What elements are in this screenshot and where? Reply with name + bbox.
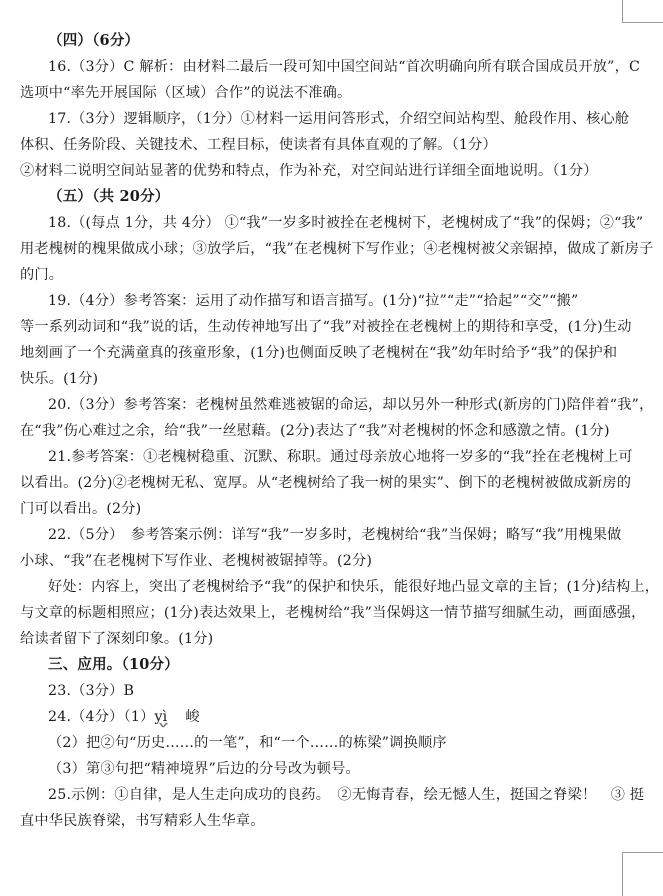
answer-20: 20.（3分）参考答案：老槐树虽然难逃被锯的命运，却以另外一种形式(新房的门)陪伴着“我”， — [48, 397, 654, 413]
answer-18-cont: 用老槐树的槐果做成小球；③放学后，“我”在老槐树下写作业；④老槐树被父亲锯掉，做成了新房子 — [20, 241, 654, 257]
answer-16-cont: 选项中“率先开展国际（区域）合作”的说法不准确。 — [20, 85, 352, 101]
answer-22-cont: 小球、“我”在老槐树下写作业、老槐树被锯掉等。(2分) — [20, 553, 373, 569]
answer-21-cont: 以看出。(2分)②老槐树无私、宽厚。从“老槐树给了我一树的果实”、倒下的老槐树被做成新房的 — [20, 475, 632, 491]
answer-20-cont: 在“我”伤心难过之余，给“我”一丝慰藉。(2分)表达了“我”对老槐树的怀念和感激之情。(1分) — [20, 423, 610, 439]
answer-24 — [20, 704, 628, 730]
answer-23: 23.（3分）B — [48, 683, 135, 699]
answer-17-cont: 体积、任务阶段、关键技术、工程目标，使读者有具体直观的了解。（1分） — [20, 137, 497, 153]
margin-mark-top-right — [622, 0, 623, 22]
answer-25: 25.示例：①自律，是人生走向成功的良药。 ②无悔青春，绘无憾人生，挺国之脊梁！ ③ 挺 — [48, 787, 645, 803]
answer-25-cont: 直中华民族脊梁，书写精彩人生华章。 — [20, 813, 265, 829]
answer-24-label: 24.（4分）（1） — [48, 709, 155, 725]
answer-19-cont: 地刻画了一个充满童真的孩童形象，(1分)也侧面反映了老槐树在“我”幼年时给予“我”的保护和 — [20, 345, 618, 361]
answer-24-part3: （3）第③句把“精神境界”后边的分号改为顿号。 — [48, 761, 360, 777]
answer-19: 19.（4分）参考答案：运用了动作描写和语言描写。(1分)“拉”“走”“拾起”“交”“搬” — [48, 293, 579, 309]
section-heading-3: 三、应用。（10分） — [48, 656, 179, 673]
answer-24-part2: （2）把②句“历史……的一笔”，和“一个……的栋梁”调换顺序 — [48, 735, 447, 751]
section-heading-5: （五）（共 20分） — [48, 188, 170, 205]
answer-22-cont: 给读者留下了深刻印象。(1分) — [20, 631, 214, 647]
answer-17: 17.（3分）逻辑顺序，（1分）①材料一运用问答形式，介绍空间站构型、舱段作用、核心舱 — [48, 111, 630, 127]
section-heading-4: （四）（6分） — [48, 32, 140, 49]
answer-22: 22.（5分） 参考答案示例：详写“我”一岁多时，老槐树给“我”当保姆；略写“我”用槐果做 — [48, 527, 622, 543]
answer-18: 18.（(每点 1分，共 4分） ①“我”一岁多时被拴在老槐树下，老槐树成了“我”的保姆；②“我” — [48, 215, 644, 231]
answer-21: 21.参考答案：①老槐树稳重、沉默、称职。通过母亲放心地将一岁多的“我”拴在老槐树上可 — [48, 449, 633, 465]
margin-mark-bottom-right — [622, 852, 623, 896]
margin-mark-bottom-right — [622, 852, 663, 853]
answer-17-cont: ②材料二说明空间站显著的优势和特点，作为补充，对空间站进行详细全面地说明。（1分） — [20, 163, 598, 179]
answer-21-cont: 门可以看出。(2分) — [20, 501, 142, 517]
answer-22-benefit: 好处：内容上，突出了老槐树给予“我”的保护和快乐，能很好地凸显文章的主旨；(1分)结构上， — [48, 579, 660, 595]
answer-key-content — [20, 28, 660, 834]
answer-18-cont: 的门。 — [20, 267, 64, 283]
pinyin-answer: yì — [154, 709, 168, 725]
answer-19-cont: 快乐。(1分) — [20, 371, 99, 387]
answer-22-cont: 与文章的标题相照应；(1分)表达效果上，老槐树给“我”当保姆这一情节描写细腻生动，画面感强， — [20, 605, 646, 621]
character-answer: 峻 — [185, 709, 200, 725]
answer-19-cont: 等一系列动词和“我”说的话，生动传神地写出了“我”对被拴在老槐树上的期待和享受，(1分)生动 — [20, 319, 632, 335]
answer-16: 16.（3分）C 解析：由材料二最后一段可知中国空间站“首次明确向所有联合国成员开放”，C — [48, 59, 641, 75]
margin-mark-top-right — [622, 22, 663, 23]
